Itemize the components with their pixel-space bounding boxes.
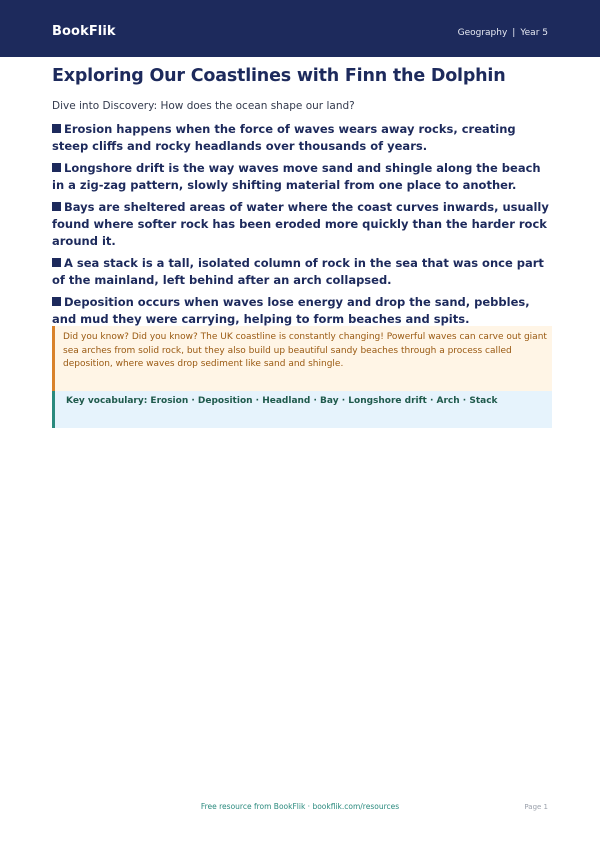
page-subtitle: Dive into Discovery: How does the ocean shape our land? [52,100,355,112]
square-bullet-icon [52,258,61,267]
square-bullet-icon [52,297,61,306]
fact-item [52,255,552,289]
fact-text: Deposition occurs when waves lose energy and drop the sand, pebbles, and mud they were carrying, helping to form beaches and spits. [52,295,530,326]
page-header [0,0,600,57]
subject-label: Geography [457,28,508,38]
page-number: Page 1 [524,803,548,811]
square-bullet-icon [52,202,61,211]
fact-item [52,199,552,250]
fact-list [52,121,552,333]
callout-text: Did you know? Did you know? The UK coastline is constantly changing! Powerful waves can carve out giant sea arches from solid rock, but they also build up beautiful sandy beaches through a process called deposition, where waves drop sediment like sand and shingle. [63,332,547,369]
vocabulary-text: Key vocabulary: Erosion · Deposition · Headland · Bay · Longshore drift · Arch · Stack [66,396,498,406]
fact-text: Bays are sheltered areas of water where the coast curves inwards, usually found where softer rock has been eroded more quickly than the harder rock around it. [52,200,549,248]
fact-item [52,121,552,155]
fact-item [52,294,552,328]
year-label: Year 5 [520,28,548,38]
footer-link[interactable]: Free resource from BookFlik · bookflik.com/resources [200,802,400,811]
key-vocabulary-box [52,391,552,428]
page-title: Exploring Our Coastlines with Finn the Dolphin [52,66,506,86]
fact-text: Erosion happens when the force of waves wears away rocks, creating steep cliffs and rocky headlands over thousands of years. [52,122,516,153]
square-bullet-icon [52,163,61,172]
meta-separator: | [512,28,516,38]
did-you-know-callout [52,326,552,395]
fact-item [52,160,552,194]
header-meta [458,28,548,38]
fact-text: Longshore drift is the way waves move sand and shingle along the beach in a zig-zag pattern, slowly shifting material from one place to another. [52,161,541,192]
square-bullet-icon [52,124,61,133]
fact-text: A sea stack is a tall, isolated column of rock in the sea that was once part of the mainland, left behind after an arch collapsed. [52,256,544,287]
brand-logo[interactable]: BookFlik [52,24,116,39]
